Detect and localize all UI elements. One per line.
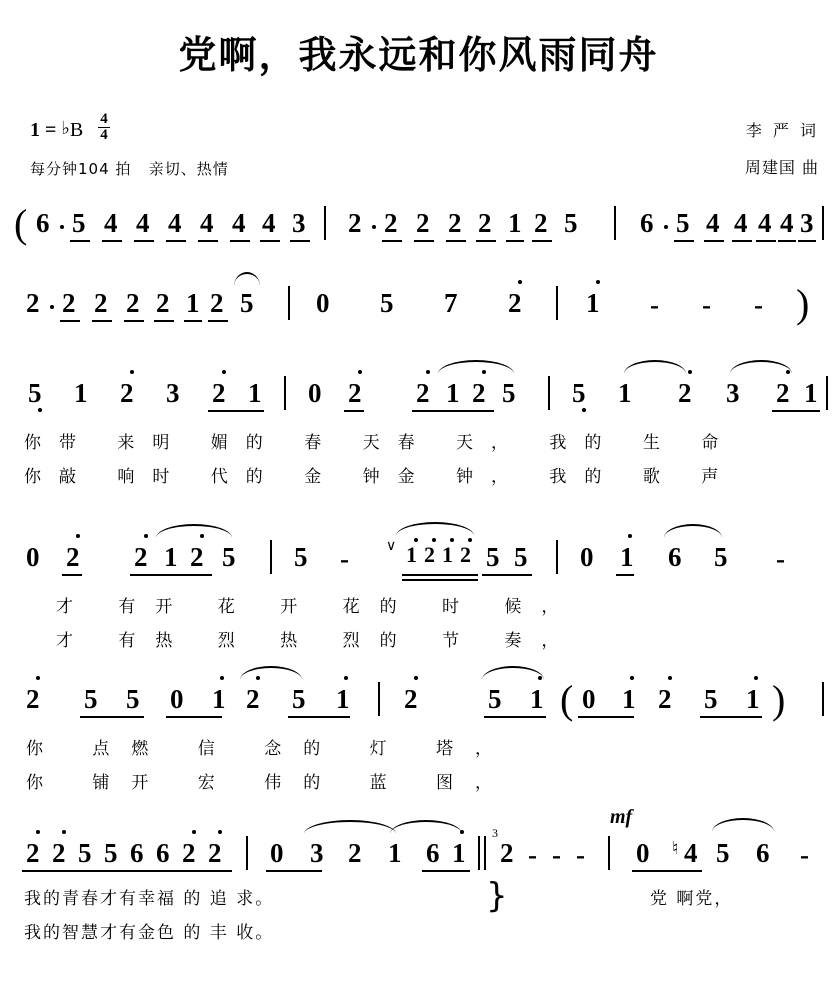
augmentation-dot [60,225,64,229]
lyric-line-verse1 [0,734,837,760]
note: 5 [486,542,500,572]
note: 2 [508,288,522,318]
note: 2 [460,542,471,567]
beam-line [756,240,776,242]
augmentation-dot [664,225,668,229]
beam-line [414,240,434,242]
triplet-marking: 3 [492,826,498,840]
sustain-dash: - [576,840,585,870]
beam-line [704,240,724,242]
beam-line [446,240,466,242]
lyric-line-verse1 [0,876,837,916]
beam-line [344,410,364,412]
note: 3 [726,378,740,408]
beam-line [154,320,174,322]
lyric-line-verse1 [0,428,837,454]
note: 0 [636,838,650,868]
note: 2 [126,288,140,318]
tempo-value: 每分钟104 拍 [30,160,132,178]
octave-dot-high [432,538,436,542]
lyric-line-verse2 [0,462,837,488]
beam-line [266,870,322,872]
lyric-text: 我的智慧才有金色 的 丰 收。 [24,923,275,943]
note: 0 [26,542,40,572]
note: 0 [582,684,596,714]
note: 1 [186,288,200,318]
beam-line [382,240,402,242]
octave-dot-high [426,370,430,374]
beam-line [700,716,762,718]
octave-dot-high [754,676,758,680]
barline [822,682,824,716]
note: 2 [500,838,514,868]
note: 2 [348,208,362,238]
note: 2 [348,838,362,868]
beam-line [60,320,80,322]
sustain-dash: - [528,840,537,870]
note: 2 [26,838,40,868]
note: 5 [676,208,690,238]
note: 6 [156,838,170,868]
note: 2 [208,838,222,868]
note: 1 [508,208,522,238]
octave-dot-low [582,408,586,412]
beam-line [166,716,222,718]
note: 5 [72,208,86,238]
note: 4 [706,208,720,238]
note: 4 [136,208,150,238]
tie-slur [234,272,260,286]
note: 2 [134,542,148,572]
octave-dot-high [468,538,472,542]
note-row [0,196,837,252]
note: 6 [668,542,682,572]
music-system-1 [0,196,837,252]
tie-slur [304,820,396,834]
note: 2 [156,288,170,318]
page-title: 党啊，我永远和你风雨同舟 [178,33,659,77]
note: 5 [292,684,306,714]
note: 3 [800,208,814,238]
octave-dot-high [36,676,40,680]
sustain-dash: - [754,290,763,320]
barline [246,836,248,870]
note: 2 [478,208,492,238]
note: 5 [514,542,528,572]
note: 2 [416,378,430,408]
beam-line [92,320,112,322]
beam-line [80,716,144,718]
note: 1 [388,838,402,868]
barline [378,682,380,716]
music-system-2 [0,276,837,332]
beam-line [632,870,702,872]
note: 5 [84,684,98,714]
key-accidental: ♭ [61,118,70,138]
note: 2 [66,542,80,572]
tie-slur [624,360,686,374]
note: 5 [28,378,42,408]
note: 0 [170,684,184,714]
note: 5 [380,288,394,318]
note: 1 [622,684,636,714]
barline [324,206,326,240]
note: 3 [292,208,306,238]
note: 4 [684,838,698,868]
beam-line [166,240,186,242]
augmentation-dot [50,305,54,309]
note: 5 [572,378,586,408]
music-system-5 [0,672,837,793]
note: 2 [52,838,66,868]
note: 1 [530,684,544,714]
note: 0 [270,838,284,868]
natural-accidental: ♮ [672,838,679,858]
note: 1 [586,288,600,318]
composer-credit: 周建国 曲 [744,158,819,177]
note-row [0,806,837,882]
beam-line [402,574,478,576]
note: 0 [316,288,330,318]
note: 4 [734,208,748,238]
beam-line [208,410,264,412]
time-signature-numerator: 4 [100,111,108,127]
note: 4 [232,208,246,238]
note: 1 [74,378,88,408]
note: 2 [182,838,196,868]
note: 1 [618,378,632,408]
beam-line [482,574,532,576]
note: 2 [94,288,108,318]
note: 6 [130,838,144,868]
octave-dot-high [414,676,418,680]
note: 2 [404,684,418,714]
octave-dot-high [630,676,634,680]
note: 5 [502,378,516,408]
note: 1 [746,684,760,714]
barline [484,836,486,870]
octave-dot-high [130,370,134,374]
beam-line [578,716,634,718]
barline [478,836,480,870]
beam-line [412,410,494,412]
note: 5 [222,542,236,572]
barline [826,376,828,410]
beam-line [134,240,154,242]
note: 5 [704,684,718,714]
key-signature [30,112,110,143]
sustain-dash: - [552,840,561,870]
octave-dot-high [222,370,226,374]
octave-dot-high [218,830,222,834]
note: 5 [126,684,140,714]
octave-dot-high [192,830,196,834]
beam-line [798,240,816,242]
note-row [0,672,837,728]
octave-dot-high [220,676,224,680]
note: 5 [240,288,254,318]
beam-line [732,240,752,242]
note: 1 [164,542,178,572]
octave-dot-high [786,370,790,374]
beam-line [208,320,228,322]
note: 6 [426,838,440,868]
note: 2 [534,208,548,238]
lyric-text-tail: 党 啊党， [650,889,734,909]
lyric-text: 才 有热 烈 热 烈的 节 奏， [56,631,579,651]
beam-line [476,240,496,242]
repeat-close-paren: ) [796,281,810,326]
note: 1 [248,378,262,408]
note: 2 [246,684,260,714]
beam-line [70,240,90,242]
dynamic-marking: mf [610,806,633,828]
octave-dot-high [668,676,672,680]
key-note: B [69,119,84,141]
lyric-text: 我的青春才有幸福 的 追 求。 [24,889,275,909]
note: 2 [212,378,226,408]
sustain-dash: - [800,840,809,870]
lyric-line-verse2 [0,626,837,652]
tie-slur [712,818,774,832]
note: 1 [406,542,417,567]
repeat-open-paren: ( [14,201,28,246]
note: 5 [488,684,502,714]
barline [548,376,550,410]
note: 4 [758,208,772,238]
beam-line [198,240,218,242]
beam-line [422,870,470,872]
lyric-text: 你 点燃 信 念的 灯 塔， [26,739,515,759]
barline [288,286,290,320]
octave-dot-high [518,280,522,284]
lyric-text: 你 铺开 宏 伟的 蓝 图， [26,773,515,793]
tie-slur [664,524,722,538]
note: 6 [756,838,770,868]
octave-dot-high [450,538,454,542]
beam-line [484,716,546,718]
time-signature [98,112,110,143]
note: 7 [444,288,458,318]
sustain-dash: - [340,544,349,574]
barline [614,206,616,240]
beam-line [778,240,796,242]
tie-slur [396,522,474,536]
barline [556,540,558,574]
lyric-line-verse2 [0,918,837,944]
key-label: 1 = [30,119,57,141]
expression-marking: 亲切、热情 [148,160,229,178]
augmentation-dot [372,225,376,229]
note: 5 [104,838,118,868]
barline [608,836,610,870]
note-row [0,530,837,586]
note: 2 [120,378,134,408]
octave-dot-high [358,370,362,374]
time-signature-denominator: 4 [100,127,108,143]
beam-line [772,410,820,412]
barline [556,286,558,320]
note: 5 [564,208,578,238]
octave-dot-low [38,408,42,412]
octave-dot-high [414,538,418,542]
note: 2 [348,378,362,408]
beam-line [102,240,122,242]
beam-line [674,240,694,242]
note: 6 [36,208,50,238]
lyricist-credit: 李 严 词 [745,121,819,140]
note: 5 [714,542,728,572]
note: 3 [166,378,180,408]
note: 1 [212,684,226,714]
octave-dot-high [344,676,348,680]
tie-slur [482,666,544,680]
barline [270,540,272,574]
beam-line [290,240,310,242]
note: 2 [62,288,76,318]
octave-dot-high [62,830,66,834]
octave-dot-high [36,830,40,834]
repeat-open-paren: ( [560,677,574,722]
note: 4 [168,208,182,238]
beam-line [260,240,280,242]
note: 0 [308,378,322,408]
tie-slur [730,360,792,374]
note: 5 [294,542,308,572]
octave-dot-high [596,280,600,284]
note: 1 [442,542,453,567]
note: 4 [262,208,276,238]
octave-dot-high [144,534,148,538]
beam-line [62,574,82,576]
note: 0 [580,542,594,572]
note: 2 [424,542,435,567]
note: 2 [384,208,398,238]
sustain-dash: - [702,290,711,320]
beam-line [130,574,212,576]
beam-line [532,240,552,242]
note: 2 [472,378,486,408]
note: 4 [780,208,794,238]
tie-slur [438,360,514,374]
octave-dot-high [688,370,692,374]
note: 2 [658,684,672,714]
lyric-text: 才 有开 花 开 花的 时 候， [56,597,579,617]
sustain-dash: - [650,290,659,320]
note: 4 [104,208,118,238]
music-system-6 [0,806,837,943]
barline [284,376,286,410]
note: 1 [804,378,818,408]
tempo-marking [30,158,229,179]
lyric-brace: } [486,876,508,916]
note-row [0,276,837,332]
note: 4 [200,208,214,238]
tie-slur [390,820,462,834]
beam-line [288,716,350,718]
music-system-4 [0,530,837,651]
octave-dot-high [76,534,80,538]
note: 2 [678,378,692,408]
beam-line [184,320,202,322]
note: 1 [620,542,634,572]
beam-line-second [402,579,478,581]
octave-dot-high [628,534,632,538]
sustain-dash: - [776,544,785,574]
beam-line [124,320,144,322]
beam-line [22,870,232,872]
note: 2 [776,378,790,408]
note: 2 [448,208,462,238]
note: 5 [78,838,92,868]
note: 1 [452,838,466,868]
note: 2 [26,288,40,318]
beam-line [230,240,250,242]
barline [822,206,824,240]
breath-mark: ∨ [386,539,397,554]
lyric-text: 你带 来明 媚的 春 天春 天， 我的 生 命 [24,433,737,453]
tie-slur [156,524,232,538]
beam-line [616,574,634,576]
note: 5 [716,838,730,868]
music-system-3 [0,366,837,487]
repeat-close-paren: ) [772,677,786,722]
note: 1 [446,378,460,408]
beam-line [506,240,524,242]
note: 2 [210,288,224,318]
note-row [0,366,837,422]
lyric-line-verse2 [0,768,837,794]
lyric-line-verse1 [0,592,837,618]
note: 3 [310,838,324,868]
note: 2 [190,542,204,572]
note: 6 [640,208,654,238]
note: 2 [26,684,40,714]
tie-slur [240,666,302,680]
lyric-text: 你敲 响时 代的 金 钟金 钟， 我的 歌 声 [24,467,737,487]
note: 1 [336,684,350,714]
note: 2 [416,208,430,238]
